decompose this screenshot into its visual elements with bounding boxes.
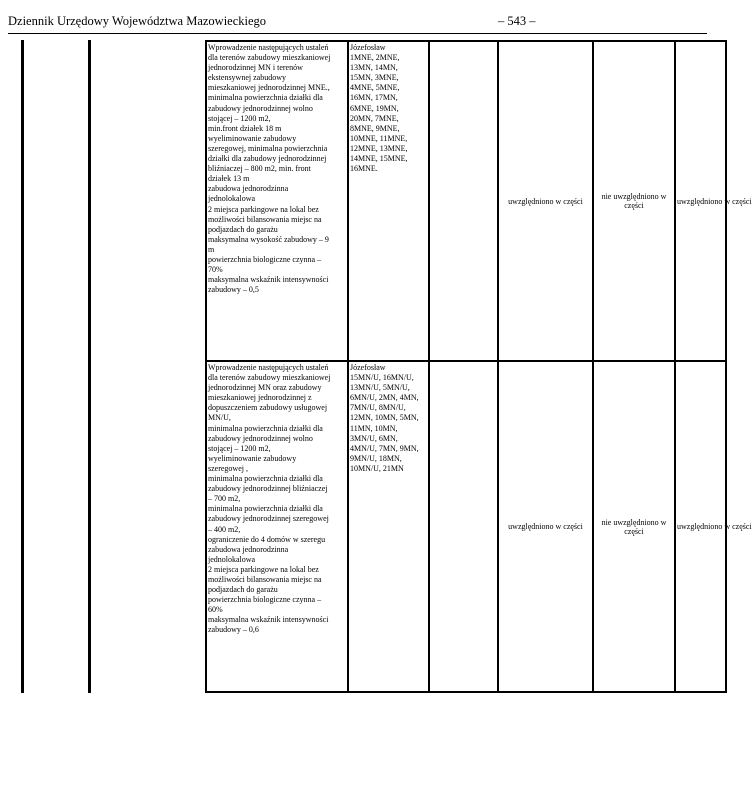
location-line: 11MN, 10MN, — [350, 423, 398, 433]
description-line: możliwości bilansowania miejsc na — [208, 214, 322, 224]
council-resolution-cell: uwzględniono w części — [675, 41, 726, 361]
location-line: 6MNE, 19MN, — [350, 103, 399, 113]
description-line: wyeliminowanie zabudowy — [208, 453, 297, 463]
location-cell — [348, 41, 429, 361]
description-line: maksymalna wysokość zabudowy – 9 — [208, 234, 329, 244]
description-line: bliźniaczej – 800 m2, min. front — [208, 164, 311, 174]
description-line: jednorodzinnej MN oraz zabudowy — [208, 383, 322, 393]
description-line: podjazdach do garażu — [208, 224, 278, 234]
description-line: szeregowej , — [208, 463, 248, 473]
location-line: Józefosław — [350, 363, 386, 372]
location-line: 3MN/U, 6MN, — [350, 433, 398, 443]
location-line: 4MNE, 5MNE, — [350, 83, 400, 93]
location-line: 4MN/U, 7MN, 9MN, — [350, 443, 419, 453]
description-line: min.front działek 18 m — [208, 123, 282, 133]
description-line: jednolokalowa — [208, 194, 256, 204]
page-number: – 543 – — [498, 14, 536, 28]
description-line: mieszkaniowej jednorodzinnej z — [208, 393, 312, 403]
description-line: zabudowy – 0,5 — [208, 285, 259, 295]
location-line: 13MN, 14MN, — [350, 63, 398, 73]
description-line: wyeliminowanie zabudowy — [208, 133, 297, 143]
description-line: Wprowadzenie następujących ustaleń — [208, 43, 329, 52]
second-column-border — [88, 40, 91, 693]
location-line: 9MN/U, 18MN, — [350, 453, 402, 463]
description-line: maksymalna wskaźnik intensywności — [208, 275, 329, 285]
description-line: stojącej – 1200 m2, — [208, 443, 271, 453]
resolution-cell: uwzględniono w części — [498, 41, 593, 361]
description-line: działek 13 m — [208, 174, 250, 184]
description-line: działki dla zabudowy jednorodzinnej — [208, 154, 327, 164]
description-line: minimalna powierzchnia działki dla — [208, 93, 323, 103]
location-line: 15MN, 3MNE, — [350, 73, 399, 83]
location-cell — [348, 361, 429, 692]
left-column-border — [21, 40, 24, 693]
location-line: 8MNE, 9MNE, — [350, 123, 400, 133]
description-line: MN/U, — [208, 413, 231, 423]
table-row — [206, 361, 726, 692]
description-line: 2 miejsca parkingowe na lokal bez — [208, 564, 319, 574]
location-line: 10MN/U, 21MN — [350, 463, 404, 473]
rejection-cell: nie uwzględniono w części — [593, 361, 675, 692]
description-line: 70% — [208, 265, 223, 275]
description-line: Wprowadzenie następujących ustaleń — [208, 363, 329, 372]
description-line: dla terenów zabudowy mieszkaniowej — [208, 53, 331, 63]
location-line: 12MNE, 13MNE, — [350, 143, 408, 153]
empty-cell — [429, 41, 498, 361]
description-line: zabudowa jednorodzinna — [208, 544, 289, 554]
header-rule — [8, 33, 707, 34]
resolution-table — [205, 40, 752, 693]
description-line: zabudowy jednorodzinnej bliźniaczej — [208, 484, 328, 494]
description-cell — [206, 41, 348, 361]
location-line: 14MNE, 15MNE, — [350, 154, 408, 164]
council-resolution-cell: uwzględniono w części — [675, 361, 726, 692]
description-line: zabudowy jednorodzinnej szeregowej — [208, 514, 329, 524]
description-line: minimalna powierzchnia działki dla — [208, 474, 323, 484]
location-line: 1MNE, 2MNE, — [350, 53, 400, 63]
description-line: jednolokalowa — [208, 554, 256, 564]
description-line: zabudowy jednorodzinnej wolno — [208, 103, 313, 113]
description-line: – 700 m2, — [208, 494, 241, 504]
description-line: stojącej – 1200 m2, — [208, 113, 271, 123]
description-line: minimalna powierzchnia działki dla — [208, 423, 323, 433]
description-line: zabudowa jednorodzinna — [208, 184, 289, 194]
location-line: 16MNE. — [350, 164, 378, 174]
description-line: dla terenów zabudowy mieszkaniowej — [208, 373, 331, 383]
description-line: m — [208, 244, 215, 254]
description-line: minimalna powierzchnia działki dla — [208, 504, 323, 514]
location-line: 7MN/U, 8MN/U, — [350, 403, 406, 413]
location-line: 6MN/U, 2MN, 4MN, — [350, 393, 419, 403]
description-line: podjazdach do garażu — [208, 585, 278, 595]
description-line: powierzchnia biologiczne czynna – — [208, 254, 322, 264]
empty-cell — [429, 361, 498, 692]
description-cell — [206, 361, 348, 692]
document-title: Dziennik Urzędowy Województwa Mazowieckiego — [8, 14, 267, 28]
rejection-cell: nie uwzględniono w części — [593, 41, 675, 361]
description-line: mieszkaniowej jednorodzinnej MNE., — [208, 83, 330, 93]
location-line: 16MN, 17MN, — [350, 93, 398, 103]
description-line: maksymalna wskaźnik intensywności — [208, 615, 329, 625]
description-line: jednorodzinnej MN i terenów — [208, 63, 303, 73]
description-line: zabudowy – 0,6 — [208, 625, 259, 635]
location-line: 13MN/U, 5MN/U, — [350, 383, 410, 393]
location-line: 12MN, 10MN, 5MN, — [350, 413, 419, 423]
location-line: Józefosław — [350, 43, 386, 52]
description-line: powierzchnia biologiczne czynna – — [208, 595, 322, 605]
description-line: ograniczenie do 4 domów w szeregu — [208, 534, 326, 544]
description-line: szeregowej, minimalna powierzchnia — [208, 143, 328, 153]
resolution-cell: uwzględniono w części — [498, 361, 593, 692]
location-line: 20MN, 7MNE, — [350, 113, 399, 123]
location-line: 10MNE, 11MNE, — [350, 133, 408, 143]
description-line: możliwości bilansowania miejsc na — [208, 574, 322, 584]
description-line: – 400 m2, — [208, 524, 241, 534]
description-line: 60% — [208, 605, 223, 615]
location-line: 15MN/U, 16MN/U, — [350, 373, 414, 383]
description-line: dopuszczeniem zabudowy usługowej — [208, 403, 328, 413]
table-row — [206, 41, 726, 361]
description-line: ekstensywnej zabudowy — [208, 73, 286, 83]
description-line: 2 miejsca parkingowe na lokal bez — [208, 204, 319, 214]
description-line: zabudowy jednorodzinnej wolno — [208, 433, 313, 443]
